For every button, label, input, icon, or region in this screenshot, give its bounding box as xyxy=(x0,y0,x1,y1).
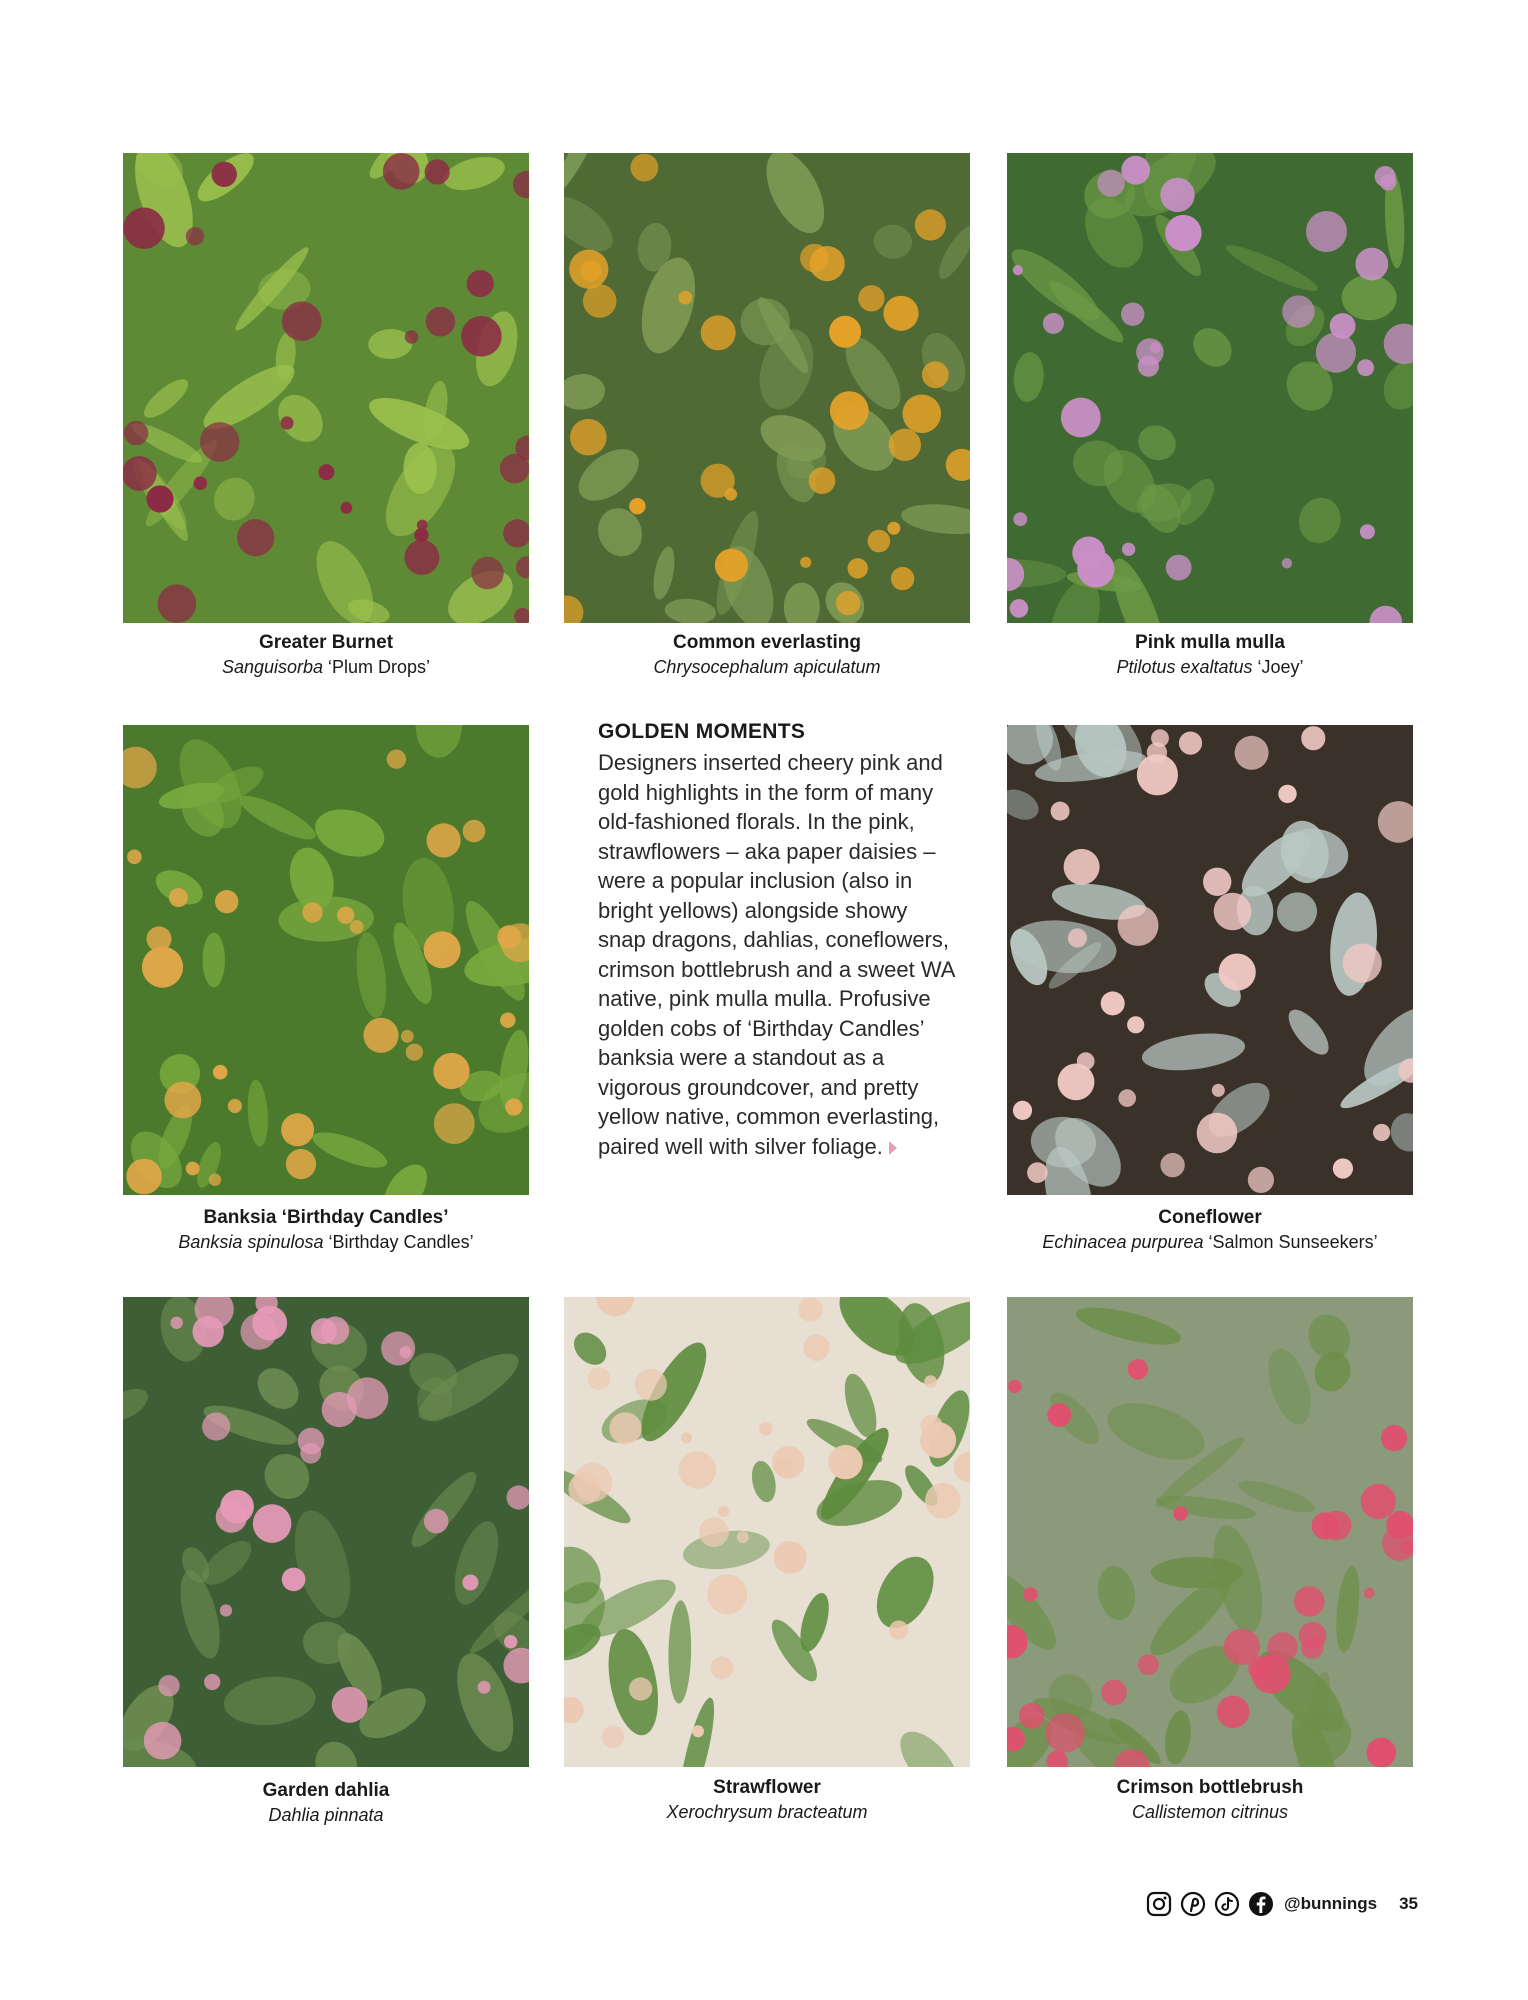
caption-latin-name: Chrysocephalum apiculatum xyxy=(653,657,881,677)
flower-shape xyxy=(759,1422,772,1435)
flower-shape xyxy=(462,1575,478,1591)
flower-shape xyxy=(213,1065,228,1080)
page-footer xyxy=(1146,1889,1418,1919)
flower-shape xyxy=(711,1656,734,1679)
flower-shape xyxy=(1373,1124,1390,1141)
caption-common-name: Pink mulla mulla xyxy=(1135,632,1285,653)
flower-shape xyxy=(920,1415,942,1437)
flower-shape xyxy=(1278,785,1296,803)
flower-shape xyxy=(237,519,274,556)
plant-photo-image xyxy=(123,725,529,1195)
caption-common-everlasting xyxy=(547,631,987,679)
flower-shape xyxy=(836,591,860,615)
flower-shape xyxy=(1045,1713,1085,1753)
caption-common-name: Banksia ‘Birthday Candles’ xyxy=(203,1207,449,1228)
flower-shape xyxy=(772,1446,805,1479)
tiktok-icon[interactable] xyxy=(1214,1891,1240,1917)
flower-shape xyxy=(629,498,645,514)
flower-shape xyxy=(337,907,354,924)
flower-shape xyxy=(678,291,692,305)
flower-shape xyxy=(635,1369,667,1401)
flower-shape xyxy=(883,296,918,331)
flower-shape xyxy=(1165,215,1201,251)
article-title: GOLDEN MOMENTS xyxy=(598,720,806,743)
caption-latin-name: Xerochrysum bracteatum xyxy=(666,1802,868,1822)
flower-shape xyxy=(417,520,428,531)
facebook-icon[interactable] xyxy=(1248,1891,1274,1917)
flower-shape xyxy=(427,823,461,857)
flower-shape xyxy=(1077,550,1114,587)
flower-shape xyxy=(169,888,188,907)
flower-shape xyxy=(718,1506,729,1517)
flower-shape xyxy=(220,1490,254,1524)
flower-shape xyxy=(679,1451,716,1488)
flower-shape xyxy=(1160,1153,1184,1177)
flower-shape xyxy=(1160,178,1194,212)
flower-shape xyxy=(1122,543,1135,556)
flower-shape xyxy=(1235,736,1269,770)
flower-shape xyxy=(1219,954,1256,991)
plant-photo-image xyxy=(564,1297,970,1767)
flower-shape xyxy=(848,558,868,578)
flower-shape xyxy=(569,250,608,289)
flower-shape xyxy=(588,1367,611,1390)
flower-shape xyxy=(1217,1696,1250,1729)
flower-shape xyxy=(1214,893,1252,931)
flower-shape xyxy=(186,227,204,245)
flower-shape xyxy=(165,1082,202,1119)
flower-shape xyxy=(158,584,197,623)
plant-photo-image xyxy=(1007,725,1413,1195)
flower-shape xyxy=(202,1412,230,1440)
flower-shape xyxy=(424,931,461,968)
flower-shape xyxy=(146,485,173,512)
flower-shape xyxy=(302,902,322,922)
end-mark-icon xyxy=(889,1141,897,1155)
flower-shape xyxy=(1013,1101,1032,1120)
article-body: Designers inserted cheery pink and gold highlights in the form of many old-fashioned florals. In the pink, strawflowers – aka paper daisies – were a popular inclusion (also in bright yellows) alongside showy snap dragons, dahlias, coneflowers, crimson bottlebrush and a sweet WA native, pink mulla mulla. Profusive golden cobs of ‘Birthday Candles’ banksia were a standout as a vigorous groundcover, and pretty yellow native, common everlasting, paired well with silver foliage. xyxy=(598,750,955,1159)
flower-shape xyxy=(1010,599,1029,618)
flower-shape xyxy=(583,284,617,318)
flower-shape xyxy=(1361,1484,1396,1519)
photo-garden-dahlia xyxy=(123,1297,529,1767)
flower-shape xyxy=(1138,1654,1159,1675)
flower-shape xyxy=(126,1159,162,1195)
flower-shape xyxy=(158,1675,179,1696)
article-golden-moments xyxy=(598,718,958,1161)
flower-shape xyxy=(281,1113,314,1146)
plant-photo-image xyxy=(123,1297,529,1767)
flower-shape xyxy=(280,416,293,429)
flower-shape xyxy=(425,159,450,184)
flower-shape xyxy=(1023,1587,1037,1601)
flower-shape xyxy=(332,1687,368,1723)
flower-shape xyxy=(253,1504,292,1543)
flower-shape xyxy=(1013,265,1023,275)
flower-shape xyxy=(1381,1425,1407,1451)
flower-shape xyxy=(363,1018,398,1053)
caption-pink-mulla-mulla xyxy=(990,631,1430,679)
flower-shape xyxy=(1312,1512,1339,1539)
flower-shape xyxy=(212,162,237,187)
photo-common-everlasting xyxy=(564,153,970,623)
flower-shape xyxy=(1101,1680,1127,1706)
flower-shape xyxy=(1306,211,1347,252)
flower-shape xyxy=(1118,905,1159,946)
flower-shape xyxy=(282,1568,306,1592)
flower-shape xyxy=(171,1317,183,1329)
flower-shape xyxy=(701,315,736,350)
flower-shape xyxy=(1121,303,1144,326)
flower-shape xyxy=(800,557,811,568)
flower-shape xyxy=(406,1044,423,1061)
flower-shape xyxy=(1333,1158,1353,1178)
flower-shape xyxy=(1282,295,1314,327)
photo-greater-burnet xyxy=(123,153,529,623)
flower-shape xyxy=(300,1443,321,1464)
flower-shape xyxy=(1282,558,1292,568)
caption-banksia xyxy=(106,1206,546,1254)
flower-shape xyxy=(922,361,949,388)
flower-shape xyxy=(1367,1738,1397,1767)
flower-shape xyxy=(1364,1588,1375,1599)
flower-shape xyxy=(570,419,607,456)
flower-shape xyxy=(123,208,164,249)
photo-crimson-bottlebrush xyxy=(1007,1297,1413,1767)
flower-shape xyxy=(1203,868,1231,896)
flower-shape xyxy=(142,947,183,988)
flower-shape xyxy=(868,530,891,553)
flower-shape xyxy=(1179,732,1202,755)
flower-shape xyxy=(737,1531,749,1543)
plant-photo-image xyxy=(123,153,529,623)
flower-shape xyxy=(1357,359,1374,376)
flower-shape xyxy=(1051,802,1070,821)
flower-shape xyxy=(887,522,900,535)
flower-shape xyxy=(318,464,334,480)
caption-common-name: Strawflower xyxy=(713,1777,821,1798)
caption-latin-name: Sanguisorba ‘Plum Drops’ xyxy=(221,657,431,677)
flower-shape xyxy=(1316,333,1356,373)
flower-shape xyxy=(889,429,921,461)
flower-shape xyxy=(434,1103,475,1144)
flower-shape xyxy=(1301,726,1325,750)
page-number: 35 xyxy=(1399,1894,1418,1913)
flower-shape xyxy=(573,1463,612,1502)
flower-shape xyxy=(715,549,748,582)
flower-shape xyxy=(194,476,208,490)
flower-shape xyxy=(220,1604,232,1616)
flower-shape xyxy=(127,850,142,865)
flower-shape xyxy=(282,301,322,341)
flower-shape xyxy=(629,1677,652,1700)
flower-shape xyxy=(1068,928,1087,947)
photo-coneflower xyxy=(1007,725,1413,1195)
flower-shape xyxy=(1355,248,1388,281)
flower-shape xyxy=(200,422,240,462)
flower-shape xyxy=(311,1318,337,1344)
flower-shape xyxy=(252,1306,287,1341)
flower-shape xyxy=(1008,1380,1021,1393)
flower-shape xyxy=(1127,1016,1144,1033)
caption-coneflower xyxy=(990,1206,1430,1254)
flower-shape xyxy=(1118,1089,1136,1107)
flower-shape xyxy=(1301,1637,1323,1659)
flower-shape xyxy=(1101,991,1125,1015)
flower-shape xyxy=(350,920,364,934)
caption-common-name: Greater Burnet xyxy=(258,632,394,653)
photo-background xyxy=(1007,153,1413,623)
flower-shape xyxy=(631,154,659,182)
flower-shape xyxy=(144,1722,182,1760)
flower-shape xyxy=(471,557,503,589)
flower-shape xyxy=(1268,1632,1298,1662)
flower-shape xyxy=(404,540,439,575)
plant-photo-image xyxy=(564,153,970,623)
flower-shape xyxy=(1121,156,1150,185)
flower-shape xyxy=(1330,313,1356,339)
caption-common-name: Garden dahlia xyxy=(262,1780,390,1801)
caption-common-name: Crimson bottlebrush xyxy=(1116,1777,1304,1798)
flower-shape xyxy=(383,153,420,190)
caption-latin-name: Dahlia pinnata xyxy=(268,1805,384,1825)
flower-shape xyxy=(215,890,238,913)
flower-shape xyxy=(1058,1064,1095,1101)
flower-shape xyxy=(1375,166,1396,187)
flower-shape xyxy=(1027,1162,1048,1183)
flower-shape xyxy=(858,285,884,311)
flower-shape xyxy=(924,1375,937,1388)
flower-shape xyxy=(830,391,869,430)
flower-shape xyxy=(497,925,521,949)
caption-common-name: Coneflower xyxy=(1158,1207,1262,1228)
caption-garden-dahlia xyxy=(106,1779,546,1827)
caption-latin-name: Echinacea purpurea ‘Salmon Sunseekers’ xyxy=(1042,1232,1378,1252)
flower-shape xyxy=(1150,342,1161,353)
instagram-icon[interactable] xyxy=(1146,1891,1172,1917)
leaf-shape xyxy=(203,933,225,988)
flower-shape xyxy=(1061,398,1101,438)
flower-shape xyxy=(405,330,418,343)
flower-shape xyxy=(381,1331,415,1365)
flower-shape xyxy=(1248,1167,1274,1193)
flower-shape xyxy=(925,1483,961,1519)
flower-shape xyxy=(228,1099,242,1113)
caption-crimson-bottlebrush xyxy=(990,1776,1430,1824)
flower-shape xyxy=(692,1725,704,1737)
flower-shape xyxy=(889,1621,908,1640)
photo-strawflower xyxy=(564,1297,970,1767)
flower-shape xyxy=(903,395,942,434)
photo-pink-mulla-mulla xyxy=(1007,153,1413,623)
flower-shape xyxy=(681,1433,692,1444)
flower-shape xyxy=(1047,1403,1071,1427)
flower-shape xyxy=(602,1725,625,1748)
flower-shape xyxy=(1360,524,1375,539)
flower-shape xyxy=(810,246,845,281)
caption-latin-name: Ptilotus exaltatus ‘Joey’ xyxy=(1116,657,1304,677)
flower-shape xyxy=(798,1297,822,1321)
flower-shape xyxy=(401,1030,414,1043)
flower-shape xyxy=(915,209,946,240)
flower-shape xyxy=(504,1635,517,1648)
flower-shape xyxy=(1137,754,1178,795)
flower-shape xyxy=(467,270,494,297)
caption-greater-burnet xyxy=(106,631,546,679)
social-handle[interactable]: @bunnings xyxy=(1284,1894,1378,1913)
flower-shape xyxy=(1128,1359,1148,1379)
plant-photo-image xyxy=(1007,153,1413,623)
photo-banksia xyxy=(123,725,529,1195)
flower-shape xyxy=(1064,849,1100,885)
flower-shape xyxy=(701,464,735,498)
caption-latin-name: Banksia spinulosa ‘Birthday Candles’ xyxy=(178,1232,474,1252)
flower-shape xyxy=(699,1517,729,1547)
flower-shape xyxy=(891,567,914,590)
flower-shape xyxy=(1138,356,1159,377)
flower-shape xyxy=(123,456,157,491)
flower-shape xyxy=(1248,1656,1272,1680)
flower-shape xyxy=(322,1392,357,1427)
flower-shape xyxy=(1097,170,1124,197)
flower-shape xyxy=(186,1162,200,1176)
flower-shape xyxy=(828,1445,862,1479)
flower-shape xyxy=(1173,1506,1188,1521)
flower-shape xyxy=(463,820,486,843)
flower-shape xyxy=(478,1681,491,1694)
flower-shape xyxy=(426,307,456,337)
flower-shape xyxy=(204,1674,220,1690)
caption-strawflower xyxy=(547,1776,987,1824)
plant-photo-image xyxy=(1007,1297,1413,1767)
flower-shape xyxy=(505,1098,522,1115)
flower-shape xyxy=(1166,555,1192,581)
flower-shape xyxy=(1212,1084,1225,1097)
flower-shape xyxy=(1019,1703,1045,1729)
flower-shape xyxy=(609,1412,641,1444)
flower-shape xyxy=(387,750,406,769)
flower-shape xyxy=(1197,1113,1238,1154)
flower-shape xyxy=(1013,512,1027,526)
flower-shape xyxy=(124,421,148,445)
flower-shape xyxy=(707,1574,747,1614)
flower-shape xyxy=(461,316,502,357)
flower-shape xyxy=(1343,944,1382,983)
caption-latin-name: Callistemon citrinus xyxy=(1131,1802,1289,1822)
flower-shape xyxy=(774,1541,807,1574)
pinterest-icon[interactable] xyxy=(1180,1891,1206,1917)
flower-shape xyxy=(209,1174,221,1186)
flower-shape xyxy=(1043,313,1064,334)
flower-shape xyxy=(433,1053,469,1089)
flower-shape xyxy=(424,1509,449,1534)
flower-shape xyxy=(147,926,172,951)
flower-shape xyxy=(829,316,861,348)
flower-shape xyxy=(193,1316,224,1347)
flower-shape xyxy=(341,502,353,514)
flower-shape xyxy=(286,1149,316,1179)
flower-shape xyxy=(1294,1586,1325,1617)
caption-common-name: Common everlasting xyxy=(673,632,861,653)
flower-shape xyxy=(500,1013,515,1028)
flower-shape xyxy=(803,1335,829,1361)
flower-shape xyxy=(809,467,836,494)
